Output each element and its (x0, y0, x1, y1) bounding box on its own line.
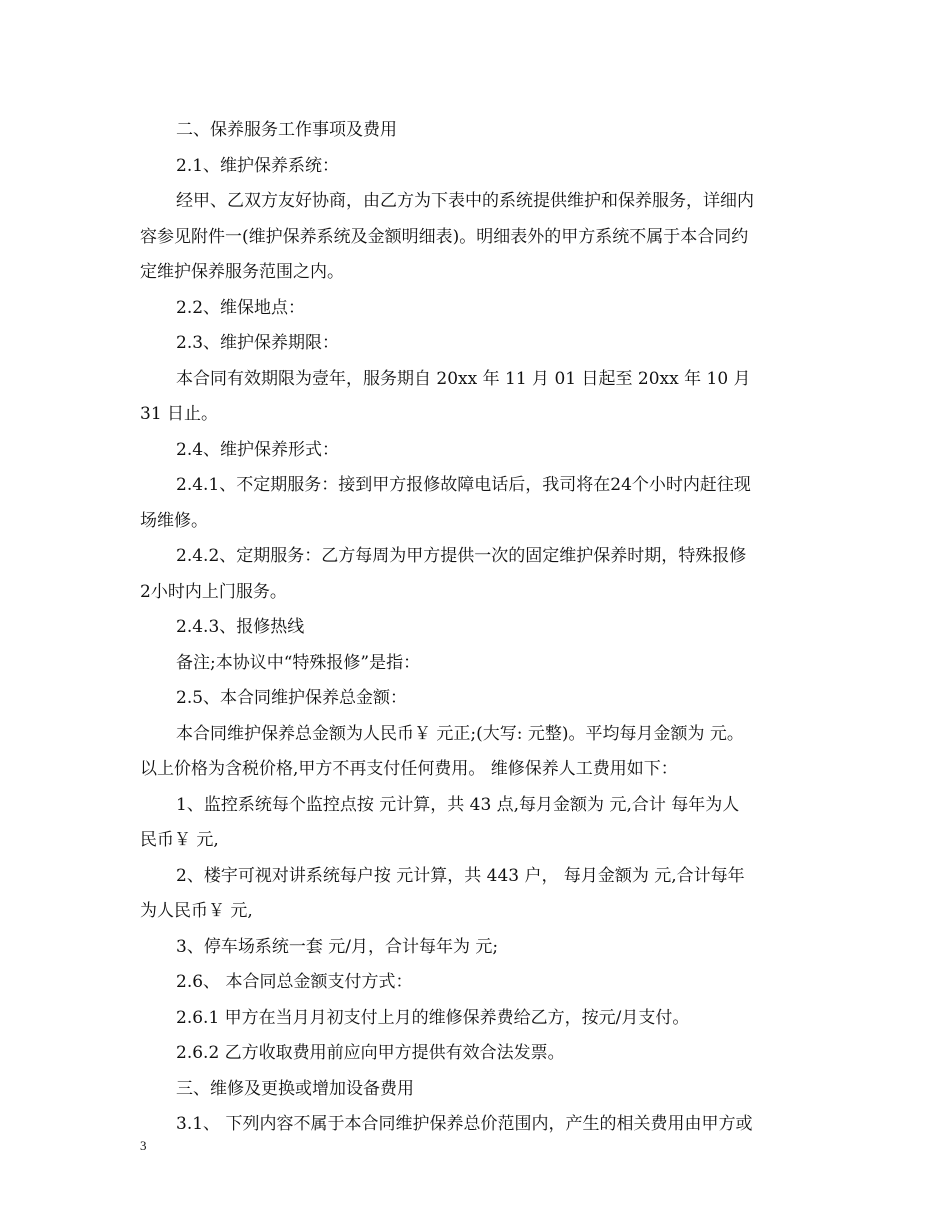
text-line: 备注;本协议中“特殊报修”是指： (176, 652, 421, 673)
text-line: 2.4.1、不定期服务：接到甲方报修故障电话后，我司将在24个小时内赶往现 (176, 475, 751, 495)
text-line: 2.3、维护保养期限： (176, 333, 340, 353)
text-line: 2.5、本合同维护保养总金额： (176, 688, 408, 708)
text-line: 3、停车场系统一套 元/月，合计每年为 元; (176, 936, 499, 957)
text-line: 1、监控系统每个监控点按 元计算，共 43 点,每月金额为 元,合计 每年为人 (176, 794, 740, 815)
text-line: 2.4、维护保养形式： (176, 439, 340, 460)
text-line: 2、楼宇可视对讲系统每户按 元计算，共 443 户， 每月金额为 元,合计每年 (176, 865, 745, 886)
page-number: 3 (140, 1138, 147, 1153)
text-line: 2.4.2、定期服务：乙方每周为甲方提供一次的固定维护保养时期，特殊报修 (176, 546, 747, 566)
text-line: 经甲、乙双方友好协商，由乙方为下表中的系统提供维护和保养服务，详细内 (176, 191, 754, 211)
text-line: 本合同有效期限为壹年，服务期自 20xx 年 11 月 01 日起至 20xx 年 10 月 (176, 368, 751, 389)
document-body (140, 113, 815, 1143)
text-line: 2.1、维护保养系统： (176, 155, 340, 176)
text-line: 2.6、 本合同总金额支付方式： (176, 972, 413, 992)
text-line: 二、保养服务工作事项及费用 (176, 120, 397, 140)
text-line: 为人民币￥ 元, (140, 901, 253, 921)
text-line: 2.2、维保地点： (176, 297, 306, 318)
text-line: 定维护保养服务范围之内。 (140, 262, 344, 282)
text-line: 31 日止。 (140, 404, 219, 424)
text-line: 2小时内上门服务。 (140, 581, 287, 602)
text-line: 三、维修及更换或增加设备费用 (176, 1078, 414, 1099)
text-line: 容参见附件一(维护保养系统及金额明细表)。明细表外的甲方系统不属于本合同约 (140, 226, 749, 247)
text-line: 2.6.2 乙方收取费用前应向甲方提供有效合法发票。 (176, 1043, 565, 1063)
text-line: 2.4.3、报修热线 (176, 617, 305, 637)
text-line: 场维修。 (140, 510, 208, 531)
text-line: 3.1、 下列内容不属于本合同维护保养总价范围内，产生的相关费用由甲方或 (176, 1114, 753, 1134)
text-line: 以上价格为含税价格,甲方不再支付任何费用。 维修保养人工费用如下： (140, 759, 678, 779)
text-line: 民币￥ 元, (140, 830, 219, 850)
text-line: 本合同维护保养总金额为人民币￥ 元正;(大写: 元整)。平均每月金额为 元。 (176, 723, 744, 744)
text-line: 2.6.1 甲方在当月月初支付上月的维修保养费给乙方，按元/月支付。 (176, 1007, 690, 1028)
